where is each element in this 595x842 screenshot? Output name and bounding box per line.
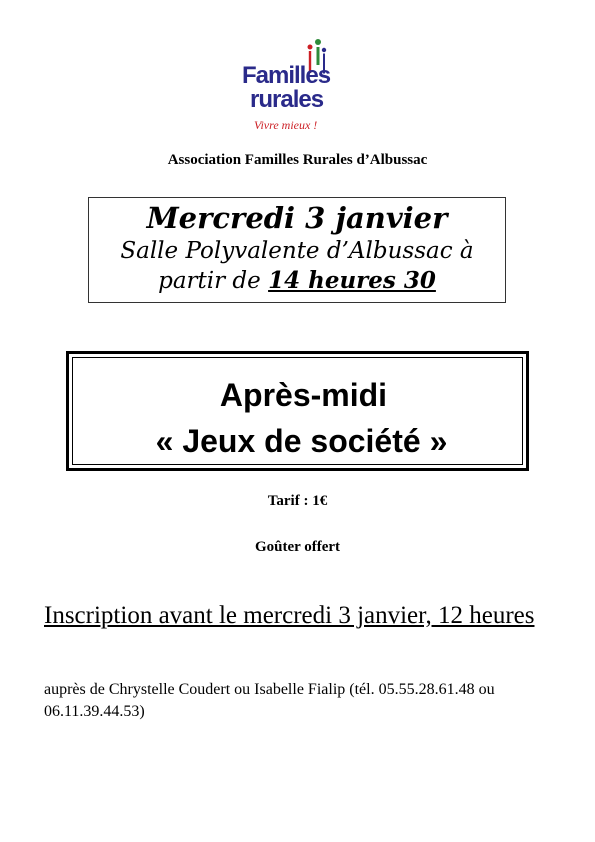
event-time-prefix: partir de	[158, 268, 269, 294]
event-place: Salle Polyvalente d’Albussac à	[120, 238, 474, 264]
event-title-inner	[72, 357, 523, 465]
contact-info: auprès de Chrystelle Coudert ou Isabelle Fialip (tél. 05.55.28.61.48 ou 06.11.39.44.53)	[44, 681, 495, 720]
price: Tarif : 1€	[267, 493, 328, 509]
familles-rurales-logo	[240, 38, 364, 138]
event-time-value: 14 heures 30	[268, 267, 436, 294]
event-title-box	[66, 351, 529, 471]
association-name: Association Familles Rurales d’Albussac	[167, 152, 428, 168]
event-date: Mercredi 3 janvier	[146, 201, 448, 235]
snack-notice: Goûter offert	[254, 539, 341, 555]
logo-slogan: Vivre mieux !	[254, 118, 318, 132]
registration-deadline: Inscription avant le mercredi 3 janvier, 12 heures	[44, 602, 535, 629]
event-title-line1: Après-midi	[219, 377, 388, 413]
event-title-line2: « Jeux de société »	[155, 423, 448, 459]
event-time-line	[89, 266, 505, 296]
date-box	[88, 197, 506, 303]
logo-word-familles: Familles	[242, 62, 331, 89]
logo-word-rurales: rurales	[250, 86, 324, 113]
